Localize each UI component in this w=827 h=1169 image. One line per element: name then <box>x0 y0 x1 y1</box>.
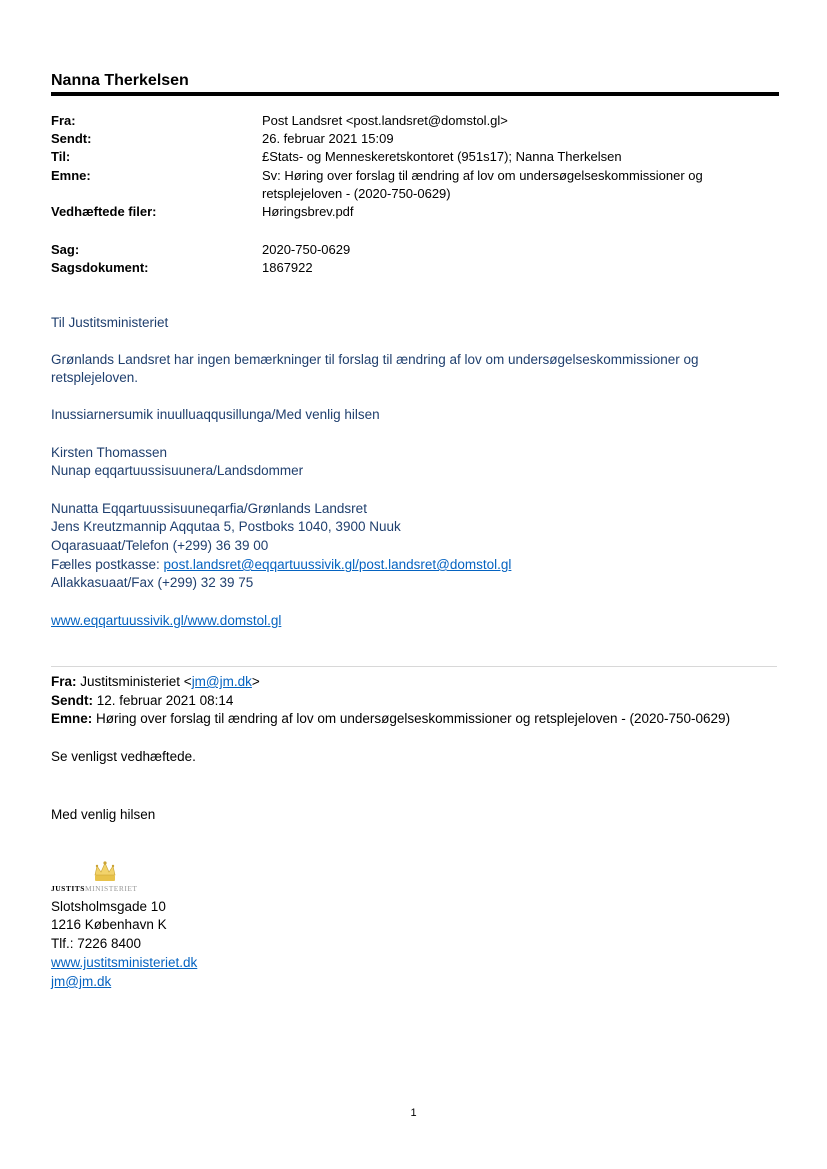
header-fra-value: Post Landsret <post.landsret@domstol.gl> <box>262 113 508 128</box>
sender-street: Slotsholmsgade 10 <box>51 899 166 914</box>
page-number: 1 <box>410 1107 417 1119</box>
header-fra-label: Fra: <box>51 113 76 128</box>
reply-web-row <box>51 612 771 631</box>
reply-web-link[interactable]: www.eqqartuussivik.gl/www.domstol.gl <box>51 613 282 628</box>
sender-email-row <box>51 973 791 991</box>
header-til-value: £Stats- og Menneskeretskontoret (951s17); Nanna Therkelsen <box>262 149 622 164</box>
original-body: Se venligst vedhæftede. <box>51 749 196 764</box>
reply-phone: Oqarasuaat/Telefon (+299) 36 39 00 <box>51 538 269 553</box>
header-emne-value-line2: retsplejeloven - (2020-750-0629) <box>262 186 451 201</box>
reply-body-line2: retsplejeloven. <box>51 370 139 385</box>
header-emne-label: Emne: <box>51 168 91 183</box>
header-sagsdok-value: 1867922 <box>262 260 313 275</box>
sender-web-link[interactable]: www.justitsministeriet.dk <box>51 955 198 970</box>
attachment-link[interactable]: Høringsbrev.pdf <box>262 204 354 219</box>
original-emne-value: Høring over forslag til ændring af lov om undersøgelseskommissioner og retsplejeloven - (2020-750-0629) <box>92 711 731 726</box>
reply-mailbox-row <box>51 556 771 575</box>
crown-icon <box>91 860 119 884</box>
header-til-label: Til: <box>51 149 71 164</box>
reply-mailbox-label: Fælles postkasse: <box>51 557 164 572</box>
original-fra-label: Fra: <box>51 674 77 689</box>
header-attachments-label: Vedhæftede filer: <box>51 204 157 219</box>
header-sag-value: 2020-750-0629 <box>262 242 351 257</box>
logo-wordmark: JUSTITSMINISTERIET <box>51 884 138 893</box>
justitsministeriet-logo <box>51 860 171 896</box>
original-fra-row <box>51 673 791 691</box>
reply-body-line1: Grønlands Landsret har ingen bemærkninger til forslag til ændring af lov om undersøgelseskommissioner og <box>51 352 699 367</box>
original-regards: Med venlig hilsen <box>51 807 156 822</box>
header-sagsdok-label: Sagsdokument: <box>51 260 149 275</box>
original-sendt-label: Sendt: <box>51 693 93 708</box>
reply-mailbox-link[interactable]: post.landsret@eqqartuussivik.gl/post.landsret@domstol.gl <box>163 557 512 572</box>
sender-email-link[interactable]: jm@jm.dk <box>51 974 112 989</box>
quote-separator <box>51 666 777 667</box>
header-sendt-value: 26. februar 2021 15:09 <box>262 131 394 146</box>
reply-signer-name: Kirsten Thomassen <box>51 445 168 460</box>
original-fra-prefix: Justitsministeriet < <box>76 674 192 689</box>
original-sendt-row <box>51 692 791 710</box>
sender-web-row <box>51 954 791 972</box>
reply-org: Nunatta Eqqartuussisuuneqarfia/Grønlands Landsret <box>51 501 367 516</box>
reply-greeting: Til Justitsministeriet <box>51 315 169 330</box>
author-name: Nanna Therkelsen <box>51 72 189 89</box>
header-sendt-label: Sendt: <box>51 131 92 146</box>
sender-city: 1216 København K <box>51 917 167 932</box>
original-emne-row <box>51 710 791 728</box>
reply-fax: Allakkasuaat/Fax (+299) 32 39 75 <box>51 575 254 590</box>
original-sendt-value: 12. februar 2021 08:14 <box>93 693 234 708</box>
header-emne-value-line1: Sv: Høring over forslag til ændring af lov om undersøgelseskommissioner og <box>262 168 703 183</box>
header-rule <box>51 92 779 96</box>
reply-signer-title: Nunap eqqartuussisuunera/Landsdommer <box>51 463 304 478</box>
sender-phone: Tlf.: 7226 8400 <box>51 936 142 951</box>
header-sag-label: Sag: <box>51 242 80 257</box>
original-emne-label: Emne: <box>51 711 93 726</box>
original-fra-suffix: > <box>251 674 260 689</box>
reply-address: Jens Kreutzmannip Aqqutaa 5, Postboks 1040, 3900 Nuuk <box>51 519 401 534</box>
reply-regards: Inussiarnersumik inuulluaqqusillunga/Med venlig hilsen <box>51 407 380 422</box>
original-fra-link[interactable]: jm@jm.dk <box>191 674 252 689</box>
